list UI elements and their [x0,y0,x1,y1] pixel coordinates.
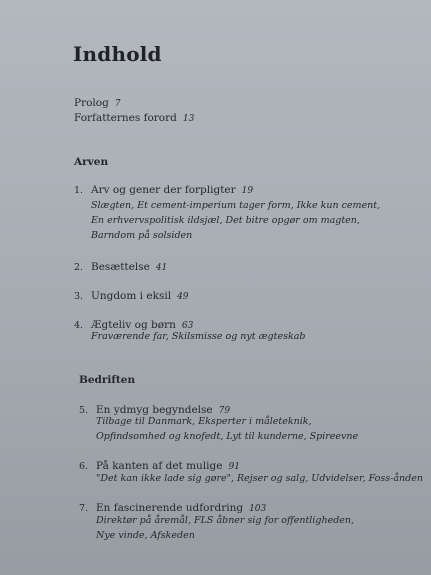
entry-page: 13 [182,114,195,124]
entry-title: Besættelse [91,261,150,273]
entry-page: 7 [114,99,121,109]
entry-title: Ægteliv og børn [91,319,176,331]
chapter-number: 2. [74,262,84,273]
section-heading-bedriften: Bedriften [79,374,136,386]
section-heading-arven: Arven [74,156,109,168]
entry-title: Forfatternes forord [74,112,177,124]
entry-page: 41 [155,263,168,273]
chapter-number: 4. [74,320,84,331]
chapter-title-1 [91,183,253,198]
entry-page: 91 [228,462,240,472]
page-title: Indhold [73,42,162,66]
entry-page: 19 [241,186,254,196]
chapter-number: 1. [74,185,84,196]
subsection-line: Tilbage til Danmark, Eksperter i måleteknik, [96,416,312,427]
subsection-line: Fraværende far, Skilsmisse og nyt ægteskab [91,331,306,342]
chapter-subsections-7 [96,513,354,543]
chapter-title-2 [91,260,167,275]
subsection-line: Direktør på åremål, FLS åbner sig for offentligheden, [96,515,355,526]
entry-page: 79 [218,406,231,416]
chapter-number: 5. [79,405,89,416]
entry-title: Arv og gener der forpligter [91,184,236,196]
toc-entry-prolog [74,96,121,111]
subsection-line: Nye vinde, Afskeden [96,530,195,541]
entry-title: Ungdom i eksil [91,290,172,302]
entry-page: 103 [249,504,267,514]
chapter-subsections-6 [96,471,423,486]
chapter-subsections-1 [91,198,380,243]
entry-title: En ydmyg begyndelse [96,404,213,416]
subsection-line: Slægten, Et cement-imperium tager form, Ikke kun cement, [91,200,381,211]
subsection-line: Barndom på solsiden [91,230,193,241]
chapter-title-3 [91,289,189,304]
chapter-subsections-4 [91,329,305,344]
toc-entry-forord [74,111,194,126]
chapter-number: 7. [79,503,89,514]
entry-title: På kanten af det mulige [96,460,223,472]
chapter-number: 3. [74,291,84,302]
chapter-subsections-5 [96,414,358,444]
chapter-number: 6. [79,461,89,472]
subsection-line: "Det kan ikke lade sig gøre", Rejser og salg, Udvidelser, Foss-ånden [96,473,423,484]
entry-title: Prolog [74,97,109,109]
entry-page: 63 [181,321,194,331]
entry-page: 49 [177,292,189,302]
entry-title: En fascinerende udfordring [96,502,244,514]
subsection-line: Opfindsomhed og knofedt, Lyt til kunderne, Spireevne [96,431,359,442]
subsection-line: En erhvervspolitisk ildsjæl, Det bitre opgør om magten, [91,215,360,226]
